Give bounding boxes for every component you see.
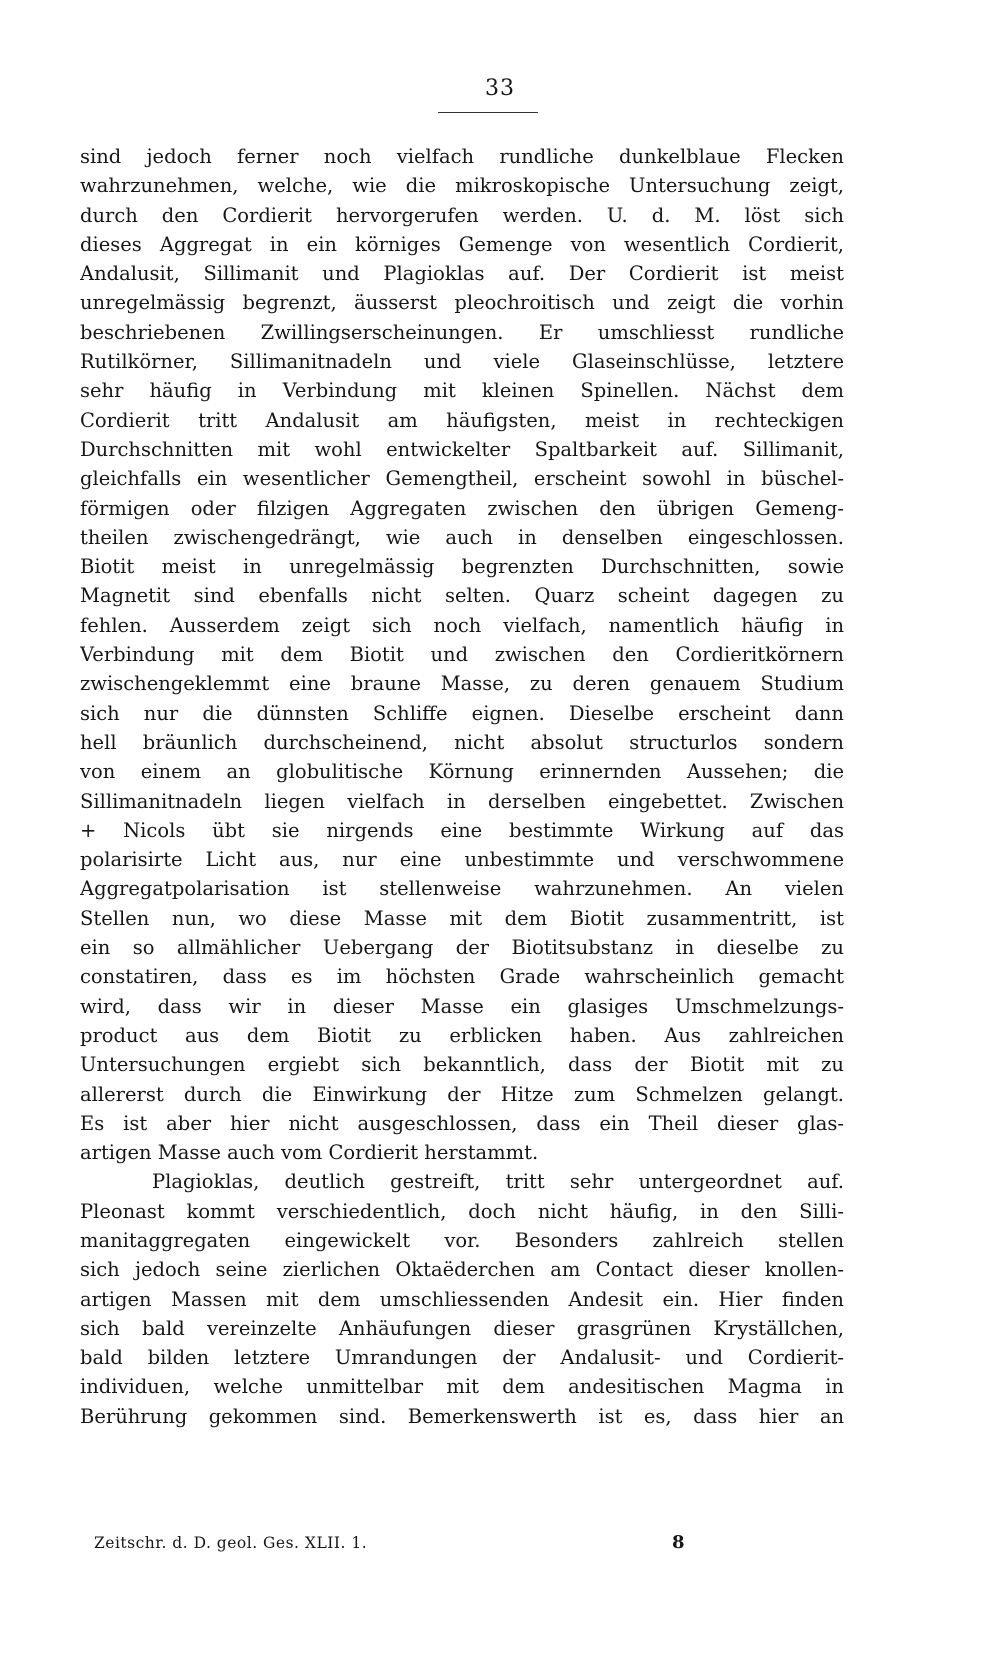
signature-mark: 8 <box>672 1532 685 1553</box>
text-line: Untersuchungen ergiebt sich bekanntlich, dass der Biotit mit zu <box>80 1053 844 1077</box>
text-line: Durchschnitten mit wohl entwickelter Spaltbarkeit auf. Sillimanit, <box>80 437 844 461</box>
text-line: fehlen. Ausserdem zeigt sich noch vielfach, namentlich häufig in <box>80 613 844 637</box>
page-footer <box>80 1528 844 1558</box>
text-line: Cordierit tritt Andalusit am häufigsten, meist in rechteckigen <box>80 408 844 432</box>
text-line: gleichfalls ein wesentlicher Gemengtheil, erscheint sowohl in büschel- <box>80 467 844 491</box>
text-line: polarisirte Licht aus, nur eine unbestimmte und verschwommene <box>80 848 844 872</box>
text-line: Es ist aber hier nicht ausgeschlossen, dass ein Theil dieser glas- <box>80 1111 844 1135</box>
paragraph <box>80 142 844 1167</box>
text-line: hell bräunlich durchscheinend, nicht absolut structurlos sondern <box>80 730 844 754</box>
text-line: wird, dass wir in dieser Masse ein glasiges Umschmelzungs- <box>80 994 844 1018</box>
text-line: Aggregatpolarisation ist stellenweise wahrzunehmen. An vielen <box>80 877 844 901</box>
text-line: von einem an globulitische Körnung erinnernden Aussehen; die <box>80 760 844 784</box>
text-line: sehr häufig in Verbindung mit kleinen Spinellen. Nächst dem <box>80 379 844 403</box>
header-rule <box>438 112 538 113</box>
text-line: allererst durch die Einwirkung der Hitze zum Schmelzen gelangt. <box>80 1082 844 1106</box>
text-line: Andalusit, Sillimanit und Plagioklas auf. Der Cordierit ist meist <box>80 262 844 286</box>
text-line: unregelmässig begrenzt, äusserst pleochroitisch und zeigt die vorhin <box>80 291 844 315</box>
text-line: constatiren, dass es im höchsten Grade wahrscheinlich gemacht <box>80 965 844 989</box>
text-line: Sillimanitnadeln liegen vielfach in derselben eingebettet. Zwischen <box>80 789 844 813</box>
text-line: dieses Aggregat in ein körniges Gemenge von wesentlich Cordierit, <box>80 232 844 256</box>
text-line: Biotit meist in unregelmässig begrenzten Durchschnitten, sowie <box>80 555 844 579</box>
text-line: product aus dem Biotit zu erblicken haben. Aus zahlreichen <box>80 1023 844 1047</box>
text-line: beschriebenen Zwillingserscheinungen. Er umschliesst rundliche <box>80 320 844 344</box>
text-line: Berührung gekommen sind. Bemerkenswerth ist es, dass hier an <box>80 1404 844 1428</box>
text-line: zwischengeklemmt eine braune Masse, zu deren genauem Studium <box>80 672 844 696</box>
text-line: Stellen nun, wo diese Masse mit dem Biotit zusammentritt, ist <box>80 906 844 930</box>
text-line: förmigen oder filzigen Aggregaten zwischen den übrigen Gemeng- <box>80 496 844 520</box>
text-line: sich bald vereinzelte Anhäufungen dieser grasgrünen Kryställchen, <box>80 1316 844 1340</box>
text-line: Plagioklas, deutlich gestreift, tritt sehr untergeordnet auf. <box>152 1170 844 1194</box>
text-line: artigen Masse auch vom Cordierit herstammt. <box>80 1141 539 1165</box>
text-line: sich jedoch seine zierlichen Oktaëderchen am Contact dieser knollen- <box>80 1258 844 1282</box>
text-line: sind jedoch ferner noch vielfach rundliche dunkelblaue Flecken <box>80 145 844 168</box>
text-line: ein so allmählicher Uebergang der Biotitsubstanz in dieselbe zu <box>80 936 844 960</box>
body-text <box>80 142 844 1431</box>
text-line: manitaggregaten eingewickelt vor. Besonders zahlreich stellen <box>80 1228 844 1252</box>
text-line: Rutilkörner, Sillimanitnadeln und viele Glaseinschlüsse, letztere <box>80 350 844 374</box>
text-line: Pleonast kommt verschiedentlich, doch nicht häufig, in den Silli- <box>80 1199 844 1223</box>
text-line: Magnetit sind ebenfalls nicht selten. Quarz scheint dagegen zu <box>80 584 844 608</box>
text-line: artigen Massen mit dem umschliessenden Andesit ein. Hier finden <box>80 1287 844 1311</box>
text-line: Verbindung mit dem Biotit und zwischen den Cordieritkörnern <box>80 643 844 667</box>
text-line: + Nicols übt sie nirgends eine bestimmte Wirkung auf das <box>80 818 844 842</box>
text-line: bald bilden letztere Umrandungen der Andalusit- und Cordierit- <box>80 1346 844 1370</box>
text-line: theilen zwischengedrängt, wie auch in denselben eingeschlossen. <box>80 525 844 549</box>
page-number: 33 <box>485 76 515 101</box>
paragraph <box>80 1167 844 1431</box>
journal-citation: Zeitschr. d. D. geol. Ges. XLII. 1. <box>94 1534 368 1552</box>
text-line: individuen, welche unmittelbar mit dem andesitischen Magma in <box>80 1375 844 1399</box>
text-line: durch den Cordierit hervorgerufen werden. U. d. M. löst sich <box>80 203 844 227</box>
text-line: sich nur die dünnsten Schliffe eignen. Dieselbe erscheint dann <box>80 701 844 725</box>
text-line: wahrzunehmen, welche, wie die mikroskopische Untersuchung zeigt, <box>80 174 844 198</box>
